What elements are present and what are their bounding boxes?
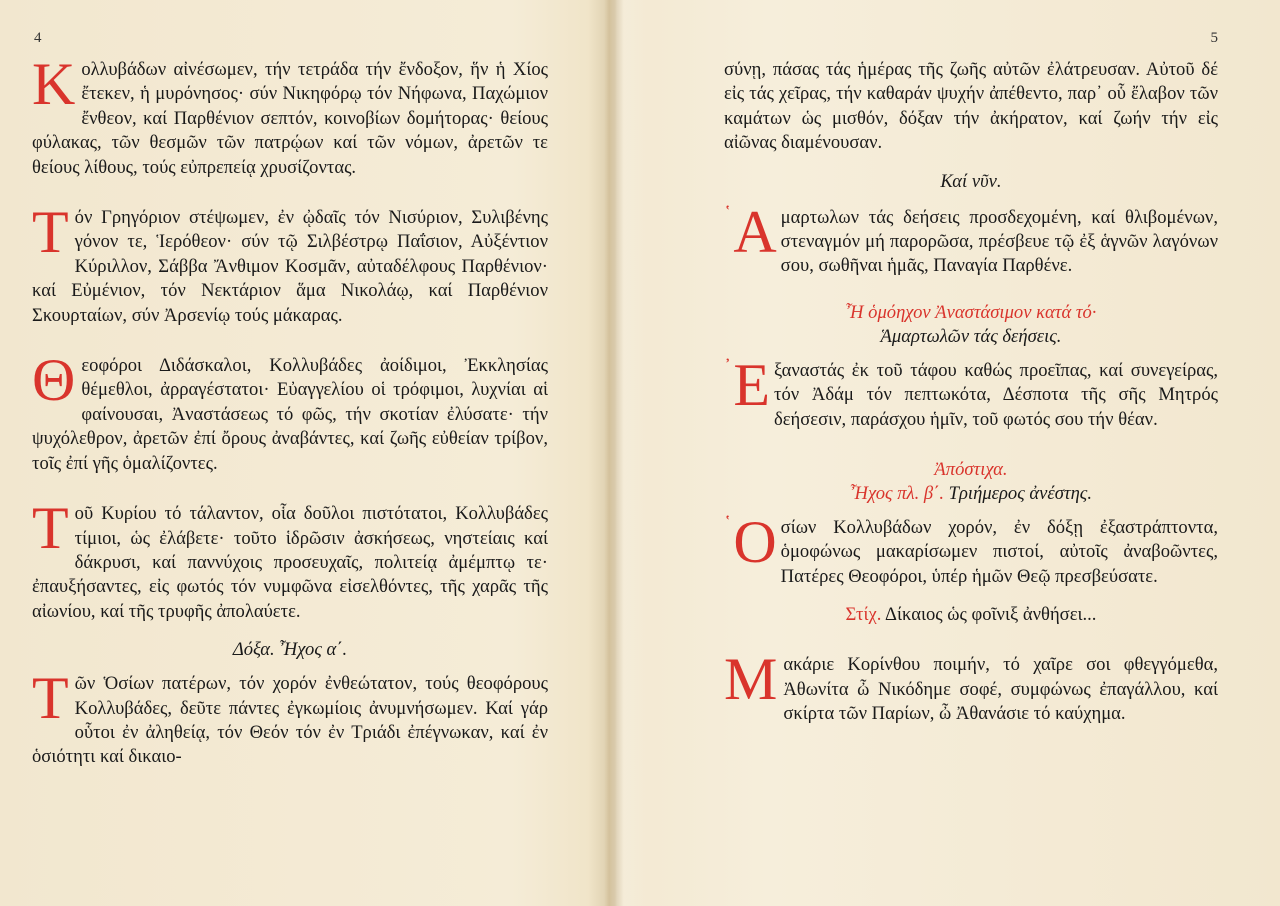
drop-cap: Α (733, 198, 777, 265)
drop-cap-group (724, 198, 777, 265)
homoechon-heading-line-2: Ἁμαρτωλῶν τάς δεήσεις. (880, 325, 1062, 347)
doxa-paragraph (32, 665, 548, 770)
right-page (608, 0, 1280, 906)
drop-cap: Τ (32, 665, 69, 732)
drop-cap: Τ (32, 495, 69, 562)
breathing-mark: ᾿ (724, 353, 732, 379)
drop-cap-group (724, 351, 770, 418)
drop-cap: Κ (32, 51, 76, 117)
hymn-text: σίων Κολλυβάδων χορόν, ἐν δόξῃ ἐξαστράπτοντα, ὁμοφώνως μακαρίσωμεν πιστοί, αὐτοῖς ἀναβοῶντες, Πατέρες Θεοφόροι, ὑπέρ ἡμῶν Θεῷ πρεσβεύσατε. (780, 517, 1218, 587)
hymn-text: όν Γρηγόριον στέψωμεν, ἐν ᾠδαῖς τόν Νισύριον, Συλιβένης γόνον τε, Ἱερόθεον· σύν τῷ Σιλβέστρῳ Παΐσιον, Αὐξέντιον Κύριλλον, Σάββα Ἄνθιμον Κοσμᾶν, αὐταδέλφους Παρθένιον· καί Εὐμένιον, τόν Νεκτάριον ἅμα Νικολάῳ, καί Παρθένιον Σκουρταίων, σύν Ἀρσενίῳ τούς μάκαρας. (32, 207, 548, 326)
aposticha-paragraph (724, 509, 1218, 589)
stichos-text: Δίκαιος ὡς φοῖνιξ ἀνθήσει... (885, 604, 1097, 626)
drop-cap: Μ (724, 646, 778, 713)
hymn-paragraph-3 (32, 347, 548, 476)
page-number-right: 5 (1210, 30, 1218, 46)
hymn-text: ολλυβάδων αἰνέσωμεν, τήν τετράδα τήν ἔνδοξον, ἥν ἡ Χίος ἔτεκεν, ἡ μυρόνησος· σύν Νικηφόρῳ τόν Νήφωνα, Παχώμιον ἔνθεον, καί Παρθένιον σεπτόν, κοινοβίων δομήτορας· θείους φύλακας, τῶν θεσμῶν τῶν πατρῴων καί τῶν νόμων, ἀρετῶν τε θείους λίθους, τούς εὐπρεπείᾳ χρυσίζοντας. (32, 59, 548, 178)
breathing-mark: ῾ (724, 200, 732, 226)
model-melody: Τριήμερος ἀνέστης. (948, 483, 1092, 505)
hymn-text: ῶν Ὁσίων πατέρων, τόν χορόν ἐνθεώτατον, τούς θεοφόρους Κολλυβάδες, δεῦτε πάντες ἐγκωμίοις ἀνυμνήσωμεν. Καί γάρ οὗτοι ἐν ἀληθείᾳ, τόν Θεόν τόν ἐν Τριάδι ἐπέγνωκαν, καί ἐν ὁσιότητι καί δικαιο- (32, 673, 548, 768)
hymn-paragraph-2 (32, 199, 548, 328)
final-paragraph (724, 646, 1218, 726)
kai-nyn-heading: Καί νῦν. (940, 170, 1002, 192)
drop-cap: Ε (733, 351, 770, 418)
drop-cap: Τ (32, 199, 69, 266)
hymn-text: οῦ Κυρίου τό τάλαντον, οἷα δοῦλοι πιστότατοι, Κολλυβάδες τίμιοι, ὡς ἐλάβετε· τοῦτο ἱδρῶσιν ἀσκήσεως, νηστείαις καί δάκρυσι, καί παννύχοις προσευχαῖς, πολιτείᾳ ἀμέμπτῳ τε· ἐπαυξήσαντες, εἰς φωτός τόν νυμφῶνα εἰσελθόντες, τῆς χαρᾶς τῆς αἰωνίου, καί τῆς τρυφῆς ἀπολαύετε. (32, 503, 548, 622)
drop-cap: Θ (32, 347, 76, 414)
aposticha-subheading (724, 482, 1218, 506)
hymn-text: ξαναστάς ἐκ τοῦ τάφου καθώς προεῖπας, καί συνεγείρας, τόν Ἀδάμ τόν πεπτωκότα, Δέσποτα τῆς σῆς Μητρός δεήσεσιν, παράσχου ἡμῖν, τοῦ φωτός σου τήν θέαν. (773, 359, 1218, 430)
anastasimon-paragraph (724, 351, 1218, 432)
left-page (0, 0, 608, 906)
drop-cap-group (724, 509, 777, 576)
continuation-paragraph: σύνῃ, πάσας τάς ἡμέρας τῆς ζωῆς αὐτῶν ἐλάτρευσαν. Αὐτοῦ δέ εἰς τάς χεῖρας, τήν καθαράν ψυχήν ἀπέθεντο, παρ᾽ οὗ ἔλαβον τῶν καμάτων ὡς μισθόν, δόξαν τήν ἀκήρατον, καί ζωήν τήν εἰς αἰῶνας διαμένουσαν. (724, 59, 1218, 154)
hymn-text: μαρτωλων τάς δεήσεις προσδεχομένη, καί θλιβομένων, στεναγμόν μή παρορῶσα, πρέσβευε τῷ ἐξ ἁγνῶν λαγόνων σου, σωθῆναι ἡμᾶς, Παναγία Παρθένε. (780, 206, 1218, 277)
stichos-line (724, 603, 1218, 627)
hymn-text: ακάριε Κορίνθου ποιμήν, τό χαῖρε σοι φθεγγόμεθα, Ἀθωνίτα ὦ Νικόδημε σοφέ, συμφώνως ἐπαγάλλου, καί σκίρτα τῶν Παρίων, ὦ Ἀθανάσιε τό καύχημα. (783, 654, 1218, 725)
breathing-mark: ῾ (724, 511, 732, 537)
hymn-text: εοφόροι Διδάσκαλοι, Κολλυβάδες ἀοίδιμοι, Ἐκκλησίας θέμεθλοι, ἀρραγέστατοι· Εὐαγγελίου οἱ τρόφιμοι, λυχνίαι αἱ φαίνουσαι, Ἀναστάσεως τό φῶς, τήν σκοτίαν ἐλύσατε· τήν ψυχόλεθρον, ἀρετῶν ἐπί ὄρους ἀναβάντες, καί ζωῆς εὐθείαν τρίβον, τοῖς ἐπί γῆς ὁμαλίζοντες. (32, 355, 548, 474)
tone-label: Ἦχος πλ. β΄. (850, 483, 945, 505)
hymn-paragraph-1 (32, 51, 548, 180)
aposticha-heading: Ἀπόστιχα. (934, 459, 1008, 481)
stichos-label: Στίχ. (845, 604, 882, 626)
page-number-left: 4 (34, 30, 42, 46)
homoechon-heading-line-1: Ἦ ὁμόηχον Ἀναστάσιμον κατά τό· (845, 301, 1097, 323)
hymn-paragraph-4 (32, 495, 548, 624)
doxa-heading: Δόξα. Ἦχος α΄. (232, 639, 348, 661)
drop-cap: Ο (733, 509, 777, 576)
theotokion-paragraph (724, 198, 1218, 279)
